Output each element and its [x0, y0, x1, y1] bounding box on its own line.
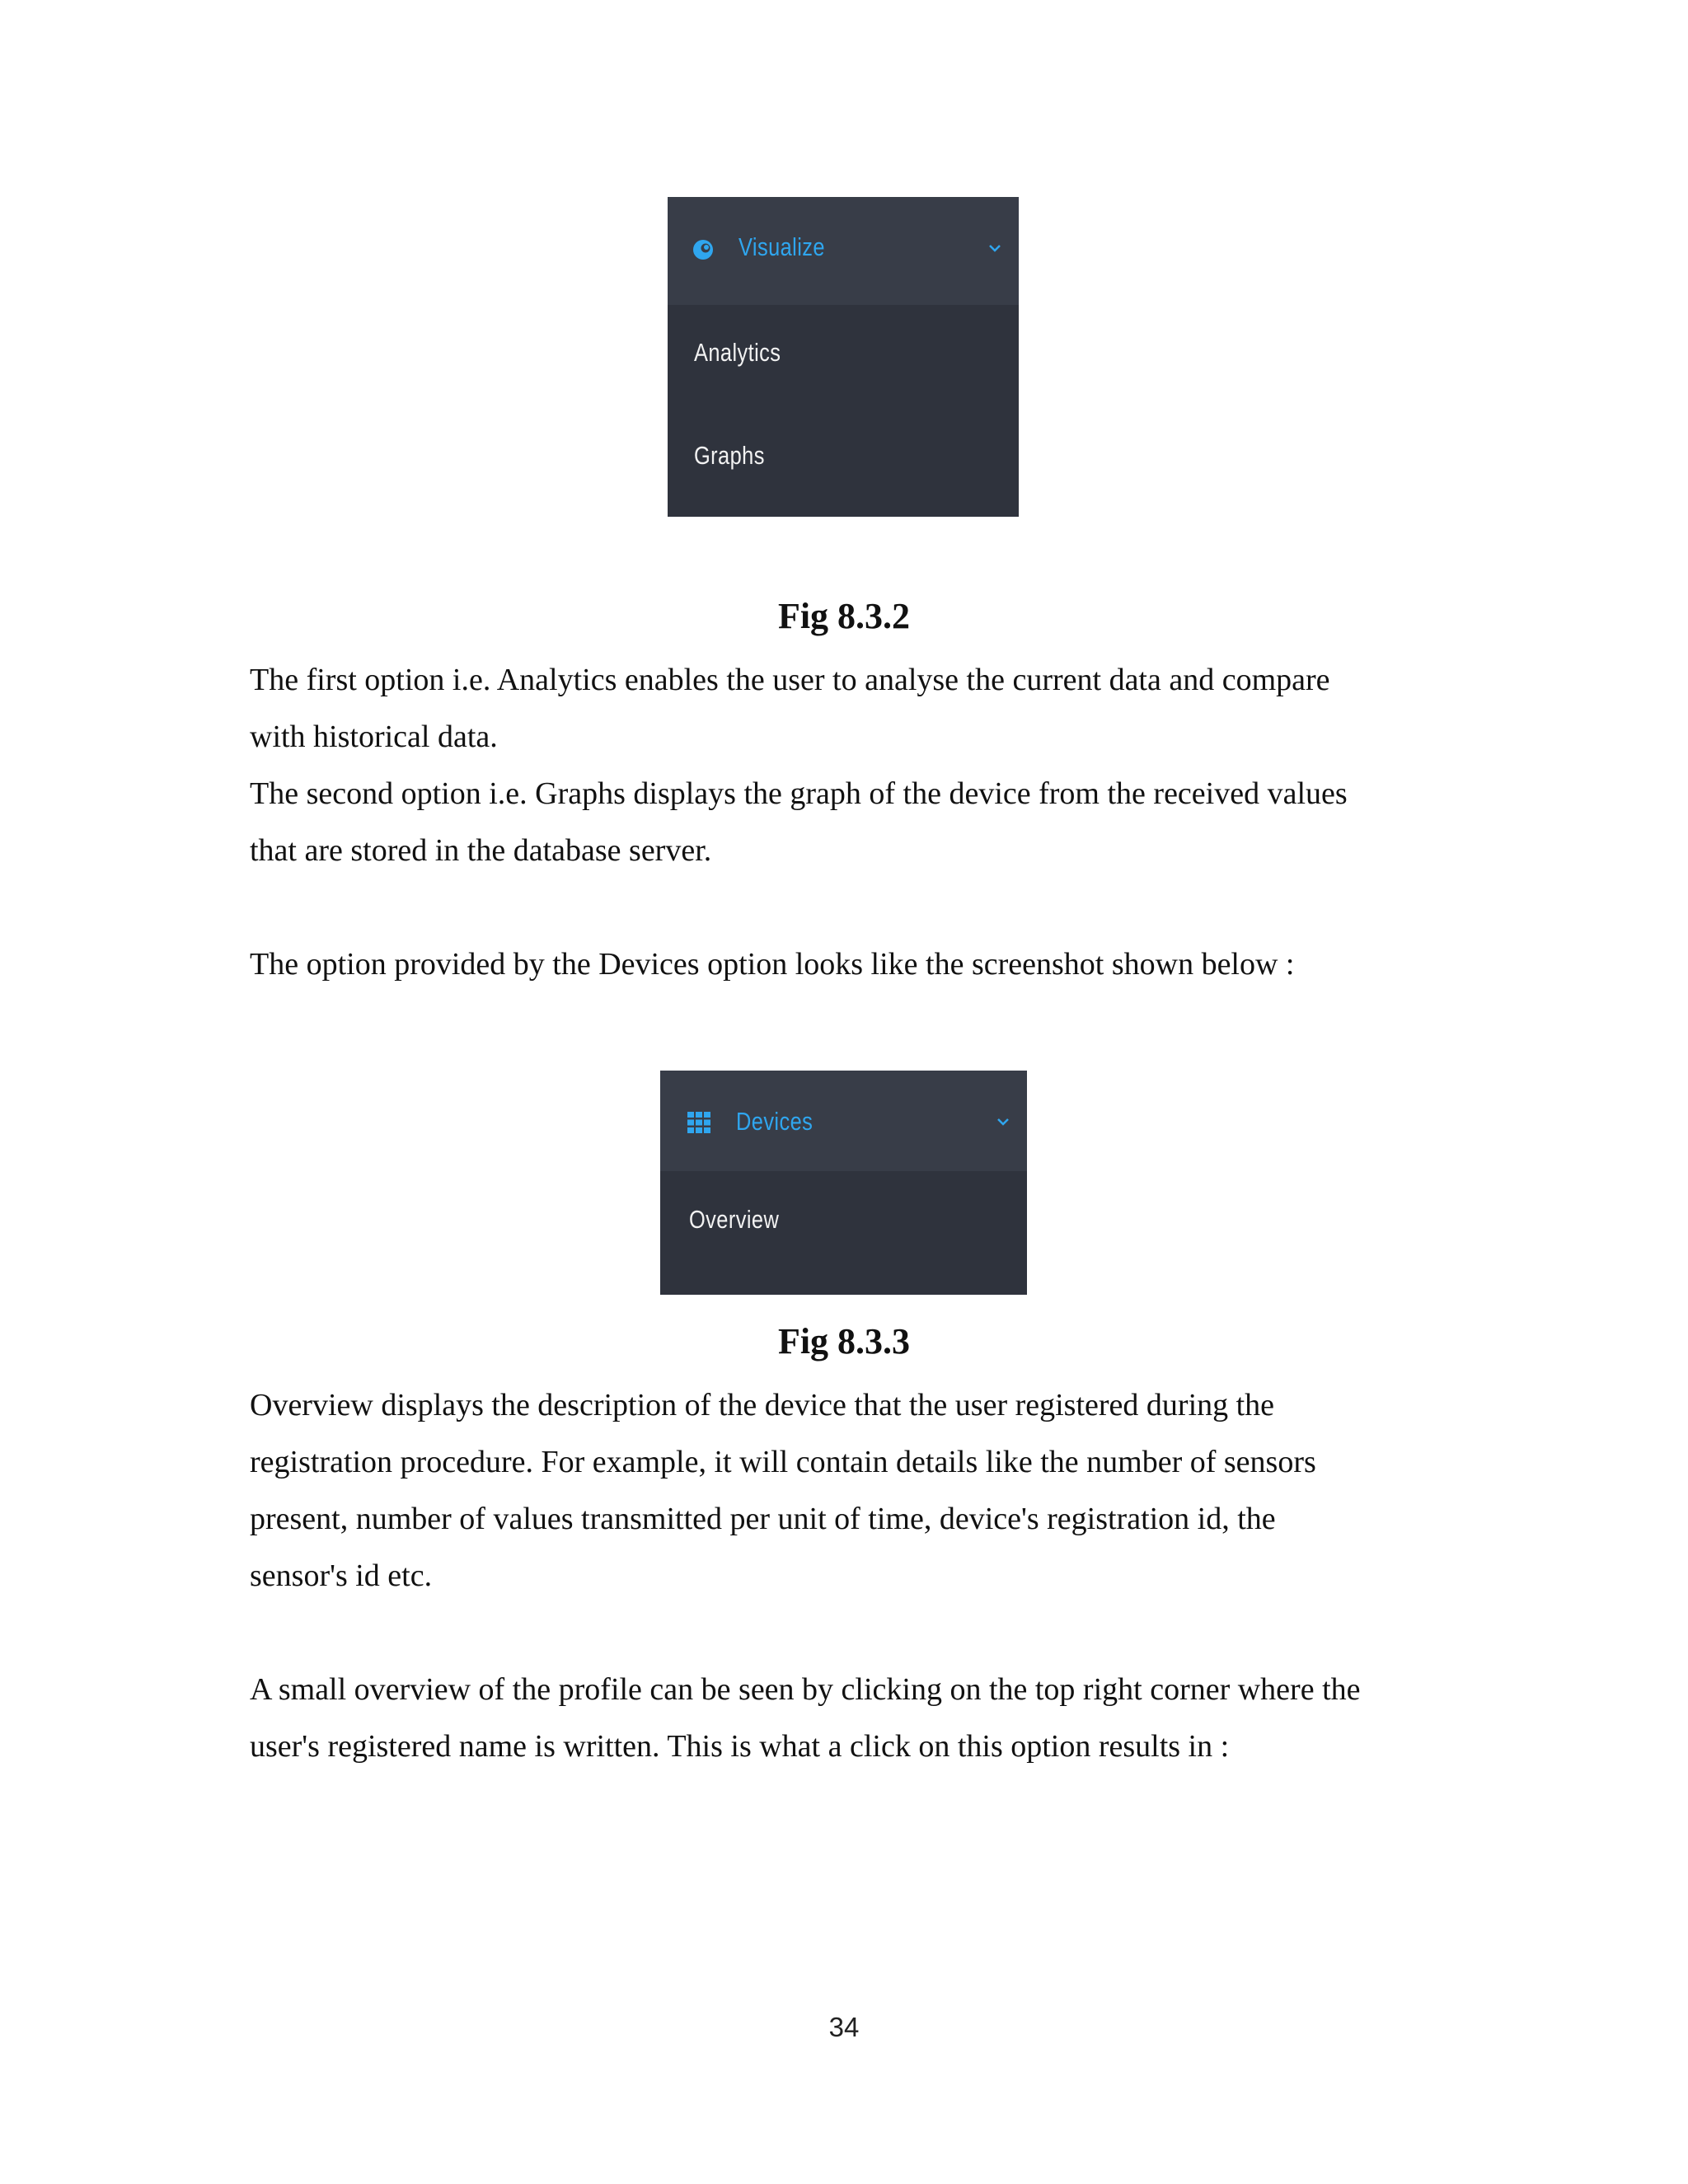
paragraph-line: A small overview of the profile can be seen by clicking on the top right corner where the — [250, 1672, 1361, 1707]
grid-icon — [687, 1112, 710, 1133]
devices-menu-screenshot — [660, 1071, 1027, 1295]
chevron-down-icon — [996, 1117, 1010, 1127]
paragraph-line: The second option i.e. Graphs displays the graph of the device from the received values — [250, 776, 1348, 811]
paragraph-line: The first option i.e. Analytics enables the user to analyse the current data and compare — [250, 663, 1330, 697]
paragraph-line: that are stored in the database server. — [250, 833, 712, 868]
paragraph-line: registration procedure. For example, it will contain details like the number of sensors — [250, 1445, 1316, 1479]
paragraph — [250, 652, 1445, 766]
menu-item-analytics[interactable]: Analytics — [694, 338, 781, 367]
paragraph-line: sensor's id etc. — [250, 1558, 433, 1593]
visualize-menu-header[interactable] — [668, 197, 1019, 305]
visualize-menu-title: Visualize — [738, 232, 825, 261]
devices-menu-header[interactable] — [660, 1071, 1027, 1171]
paragraph — [250, 936, 1445, 993]
paragraph — [250, 1377, 1445, 1605]
paragraph — [250, 1661, 1445, 1775]
paragraph-line: The option provided by the Devices option looks like the screenshot shown below : — [250, 947, 1295, 982]
eye-icon — [692, 238, 715, 261]
paragraph-line: with historical data. — [250, 719, 498, 754]
paragraph-line: present, number of values transmitted per unit of time, device's registration id, the — [250, 1502, 1276, 1536]
visualize-menu-screenshot — [668, 197, 1019, 517]
paragraph-line: user's registered name is written. This is what a click on this option results in : — [250, 1729, 1230, 1764]
devices-menu-title: Devices — [736, 1107, 814, 1136]
menu-item-graphs[interactable]: Graphs — [694, 441, 765, 470]
paragraph — [250, 766, 1445, 879]
chevron-down-icon — [988, 243, 1001, 253]
page-number: 34 — [828, 2012, 860, 2042]
paragraph-line: Overview displays the description of the device that the user registered during the — [250, 1388, 1275, 1422]
figure-caption: Fig 8.3.3 — [777, 1321, 911, 1361]
menu-item-overview[interactable]: Overview — [689, 1205, 780, 1234]
figure-caption: Fig 8.3.2 — [777, 596, 911, 636]
